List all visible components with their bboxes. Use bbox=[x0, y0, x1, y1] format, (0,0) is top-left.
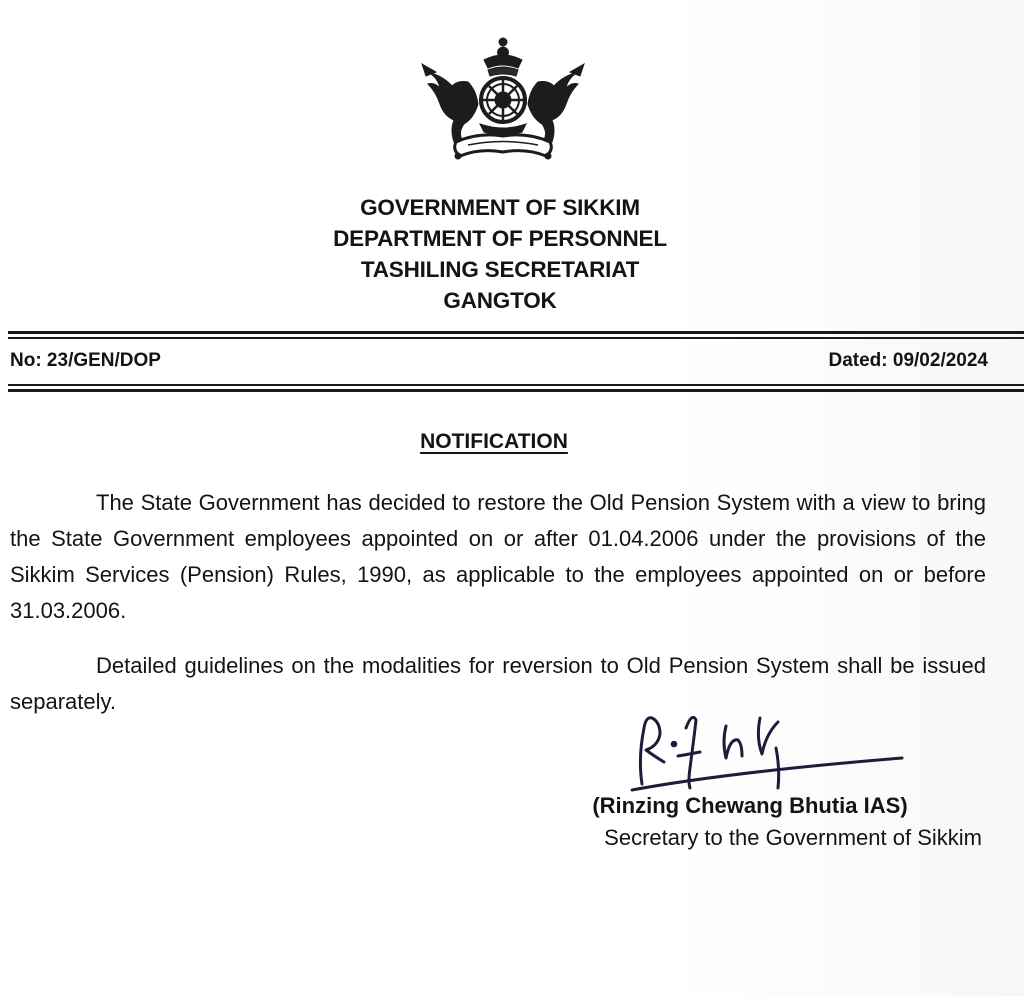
department-name: DEPARTMENT OF PERSONNEL bbox=[333, 226, 667, 251]
top-rule-thin bbox=[8, 337, 1024, 339]
office-header bbox=[0, 192, 1000, 316]
reference-date: Dated: 09/02/2024 bbox=[828, 350, 988, 371]
body-paragraph: Detailed guidelines on the modalities for reversion to Old Pension System shall be issued separately. bbox=[10, 653, 986, 714]
office-name: TASHILING SECRETARIAT bbox=[360, 257, 640, 282]
signatory-designation: Secretary to the Government of Sikkim bbox=[604, 825, 982, 850]
state-emblem-icon bbox=[418, 32, 588, 167]
bottom-rule-thick bbox=[8, 389, 1024, 392]
government-name: GOVERNMENT OF SIKKIM bbox=[360, 195, 640, 220]
notification-title: NOTIFICATION bbox=[420, 430, 568, 453]
reference-number: No: 23/GEN/DOP bbox=[10, 350, 161, 371]
city-name: GANGTOK bbox=[443, 288, 557, 313]
body-paragraph: The State Government has decided to restore the Old Pension System with a view to bring the State Government employees appointed on or after 01.04.2006 under the provisions of the Sikkim Services (Pension) Rules, 1990, as applicable to the employees appointed on or before 31.03.2006. bbox=[10, 490, 986, 623]
signatory-name: (Rinzing Chewang Bhutia IAS) bbox=[592, 793, 908, 818]
bottom-rule-thin bbox=[8, 384, 1024, 386]
top-rule-thick bbox=[8, 331, 1024, 334]
